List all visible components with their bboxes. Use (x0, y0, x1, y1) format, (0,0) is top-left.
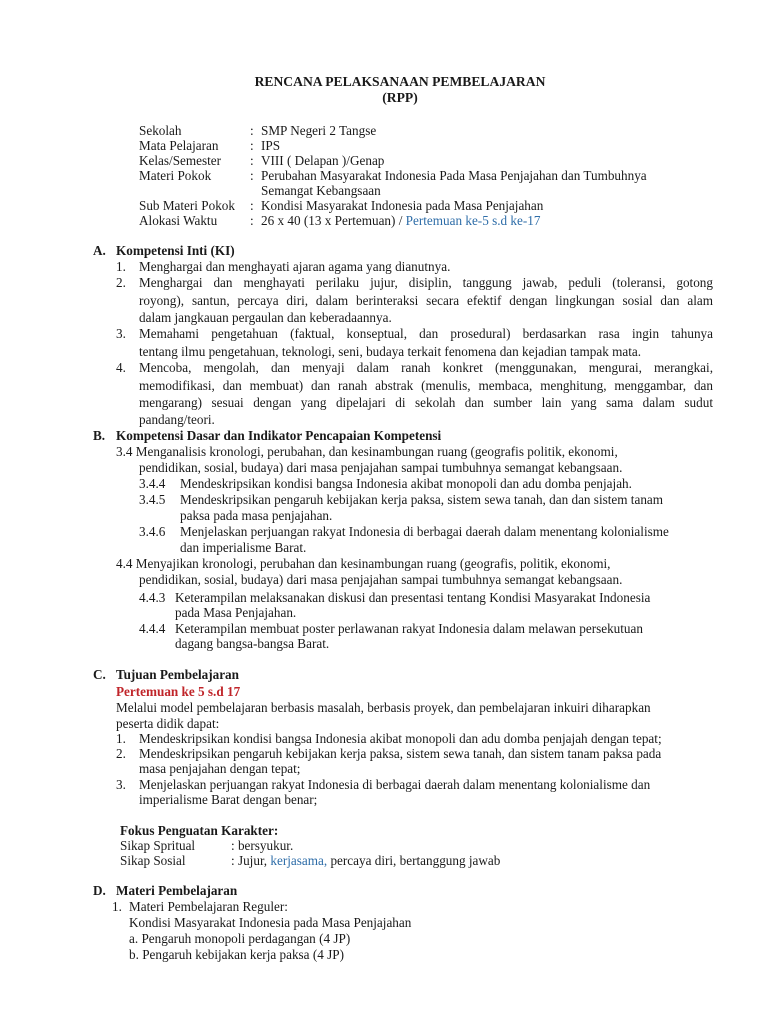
ki-text: dalam jangkauan pergaulan dan keberadaannya. (139, 310, 392, 325)
objective-intro: peserta didik dapat: (116, 716, 220, 731)
identity-separator: : (250, 138, 254, 153)
material-subitem: a. Pengaruh monopoli perdagangan (4 JP) (129, 931, 351, 946)
objective-text: imperialisme Barat dengan benar; (139, 792, 318, 807)
identity-separator: : (250, 168, 254, 183)
material-subitem: b. Pengaruh kebijakan kerja paksa (4 JP) (129, 947, 344, 962)
indicator-number: 4.4.3 (139, 590, 166, 605)
character-heading: Fokus Penguatan Karakter: (120, 823, 279, 838)
identity-value-materi-cont: Semangat Kebangsaan (261, 183, 381, 198)
character-spiritual-label: Sikap Spritual (120, 838, 196, 853)
indicator-text: Keterampilan membuat poster perlawanan rakyat Indonesia dalam melawan persekutuan (175, 621, 643, 636)
objective-text: Menjelaskan perjuangan rakyat Indonesia di berbagai daerah dalam menentang kolonialisme dan (139, 777, 651, 792)
identity-separator: : (250, 198, 254, 213)
objective-text: Mendeskripsikan pengaruh kebijakan kerja paksa, sistem sewa tanah, dan sistem tanam paksa pada (139, 746, 662, 761)
section-d-marker: D. (93, 883, 106, 898)
kd-text: pendidikan, sosial, budaya) dari masa penjajahan sampai tumbuhnya semangat kebangsaan. (139, 460, 623, 475)
identity-separator: : (250, 123, 254, 138)
ki-text: memodifikasi, dan membuat) dan ranah abstrak (menulis, membaca, menghitung, menggambar, dan (139, 378, 713, 393)
section-d-heading: Materi Pembelajaran (116, 883, 238, 898)
ki-text: pandang/teori. (139, 412, 215, 427)
identity-value-materi: Perubahan Masyarakat Indonesia Pada Masa Penjajahan dan Tumbuhnya (261, 168, 647, 183)
social-text-b: percaya diri, bertanggung jawab (327, 853, 501, 868)
kd-text: 4.4 Menyajikan kronologi, perubahan dan kesinambungan ruang (geografis, politik, ekonomi, (116, 556, 611, 571)
identity-label-materi: Materi Pokok (139, 168, 212, 183)
identity-value-alokasi (261, 213, 540, 228)
ki-text: mengarang) sesuai dengan yang dipelajari di sekolah dan sumber lain yang sama dalam sudut (139, 395, 713, 410)
section-b-heading: Kompetensi Dasar dan Indikator Pencapaian Kompetensi (116, 428, 442, 443)
ki-text: Menghargai dan menghayati perilaku jujur, disiplin, tanggung jawab, peduli (toleransi, gotong (139, 275, 713, 290)
ki-number: 2. (116, 275, 126, 290)
ki-number: 3. (116, 326, 126, 341)
section-c-heading: Tujuan Pembelajaran (116, 667, 239, 682)
identity-separator: : (250, 153, 254, 168)
identity-label-submateri: Sub Materi Pokok (139, 198, 235, 213)
page-subtitle: (RPP) (382, 90, 418, 105)
objective-number: 3. (116, 777, 126, 792)
character-social-value (231, 853, 500, 868)
indicator-text: paksa pada masa penjajahan. (180, 508, 333, 523)
indicator-text: pada Masa Penjajahan. (175, 605, 297, 620)
alokasi-meeting-link: Pertemuan ke-5 s.d ke-17 (405, 213, 541, 228)
identity-label-alokasi: Alokasi Waktu (139, 213, 218, 228)
indicator-text: Menjelaskan perjuangan rakyat Indonesia di berbagai daerah dalam menentang kolonialisme (180, 524, 669, 539)
section-a-heading: Kompetensi Inti (KI) (116, 243, 235, 258)
material-topic: Kondisi Masyarakat Indonesia pada Masa Penjajahan (129, 915, 412, 930)
objective-text: masa penjajahan dengan tepat; (139, 761, 301, 776)
identity-label-mapel: Mata Pelajaran (139, 138, 219, 153)
identity-separator: : (250, 213, 254, 228)
objective-number: 1. (116, 731, 126, 746)
ki-number: 4. (116, 360, 126, 375)
ki-text: Menghargai dan menghayati ajaran agama yang dianutnya. (139, 259, 451, 274)
material-number: 1. (112, 899, 122, 914)
ki-number: 1. (116, 259, 126, 274)
ki-text: royong), santun, percaya diri, dalam berinteraksi secara efektif dengan lingkungan sosial dan alam (139, 293, 713, 308)
identity-value-submateri: Kondisi Masyarakat Indonesia pada Masa Penjajahan (261, 198, 544, 213)
indicator-number: 3.4.5 (139, 492, 166, 507)
character-spiritual-value: : bersyukur. (231, 838, 294, 853)
identity-value-mapel: IPS (261, 138, 281, 153)
indicator-text: dagang bangsa-bangsa Barat. (175, 636, 330, 651)
identity-label-kelas: Kelas/Semester (139, 153, 222, 168)
social-text-link: kerjasama, (270, 853, 328, 868)
material-label: Materi Pembelajaran Reguler: (129, 899, 288, 914)
alokasi-text: 26 x 40 (13 x Pertemuan) / (261, 213, 406, 228)
indicator-number: 4.4.4 (139, 621, 166, 636)
ki-text: tentang ilmu pengetahuan, teknologi, seni, budaya terkait fenomena dan kejadian tampak mata. (139, 344, 642, 359)
indicator-text: dan imperialisme Barat. (180, 540, 307, 555)
indicator-text: Keterampilan melaksanakan diskusi dan presentasi tentang Kondisi Masyarakat Indonesia (175, 590, 651, 605)
indicator-number: 3.4.6 (139, 524, 166, 539)
section-a-marker: A. (93, 243, 106, 258)
identity-value-sekolah: SMP Negeri 2 Tangse (261, 123, 377, 138)
social-text-a: : Jujur, (231, 853, 271, 868)
objective-number: 2. (116, 746, 126, 761)
meeting-highlight: Pertemuan ke 5 s.d 17 (116, 684, 241, 699)
ki-text: Memahami pengetahuan (faktual, konseptual, dan prosedural) berdasarkan rasa ingin tahunya (139, 326, 713, 341)
identity-label-sekolah: Sekolah (139, 123, 182, 138)
kd-text: pendidikan, sosial, budaya) dari masa penjajahan sampai tumbuhnya semangat kebangsaan. (139, 572, 623, 587)
indicator-number: 3.4.4 (139, 476, 166, 491)
ki-text: Mencoba, mengolah, dan menyaji dalam ranah konkret (menggunakan, mengurai, merangkai, (139, 360, 713, 375)
indicator-text: Mendeskripsikan pengaruh kebijakan kerja paksa, sistem sewa tanah, dan dan sistem tanam (180, 492, 664, 507)
section-b-marker: B. (93, 428, 106, 443)
objective-intro: Melalui model pembelajaran berbasis masalah, berbasis proyek, dan pembelajaran inkuiri diharapkan (116, 700, 651, 715)
character-social-label: Sikap Sosial (120, 853, 186, 868)
objective-text: Mendeskripsikan kondisi bangsa Indonesia akibat monopoli dan adu domba penjajah dengan tepat; (139, 731, 662, 746)
identity-value-kelas: VIII ( Delapan )/Genap (261, 153, 385, 168)
kd-text: 3.4 Menganalisis kronologi, perubahan, dan kesinambungan ruang (geografis politik, ekonomi, (116, 444, 618, 459)
section-c-marker: C. (93, 667, 106, 682)
indicator-text: Mendeskripsikan kondisi bangsa Indonesia akibat monopoli dan adu domba penjajah. (180, 476, 632, 491)
page-title: RENCANA PELAKSANAAN PEMBELAJARAN (254, 74, 546, 89)
